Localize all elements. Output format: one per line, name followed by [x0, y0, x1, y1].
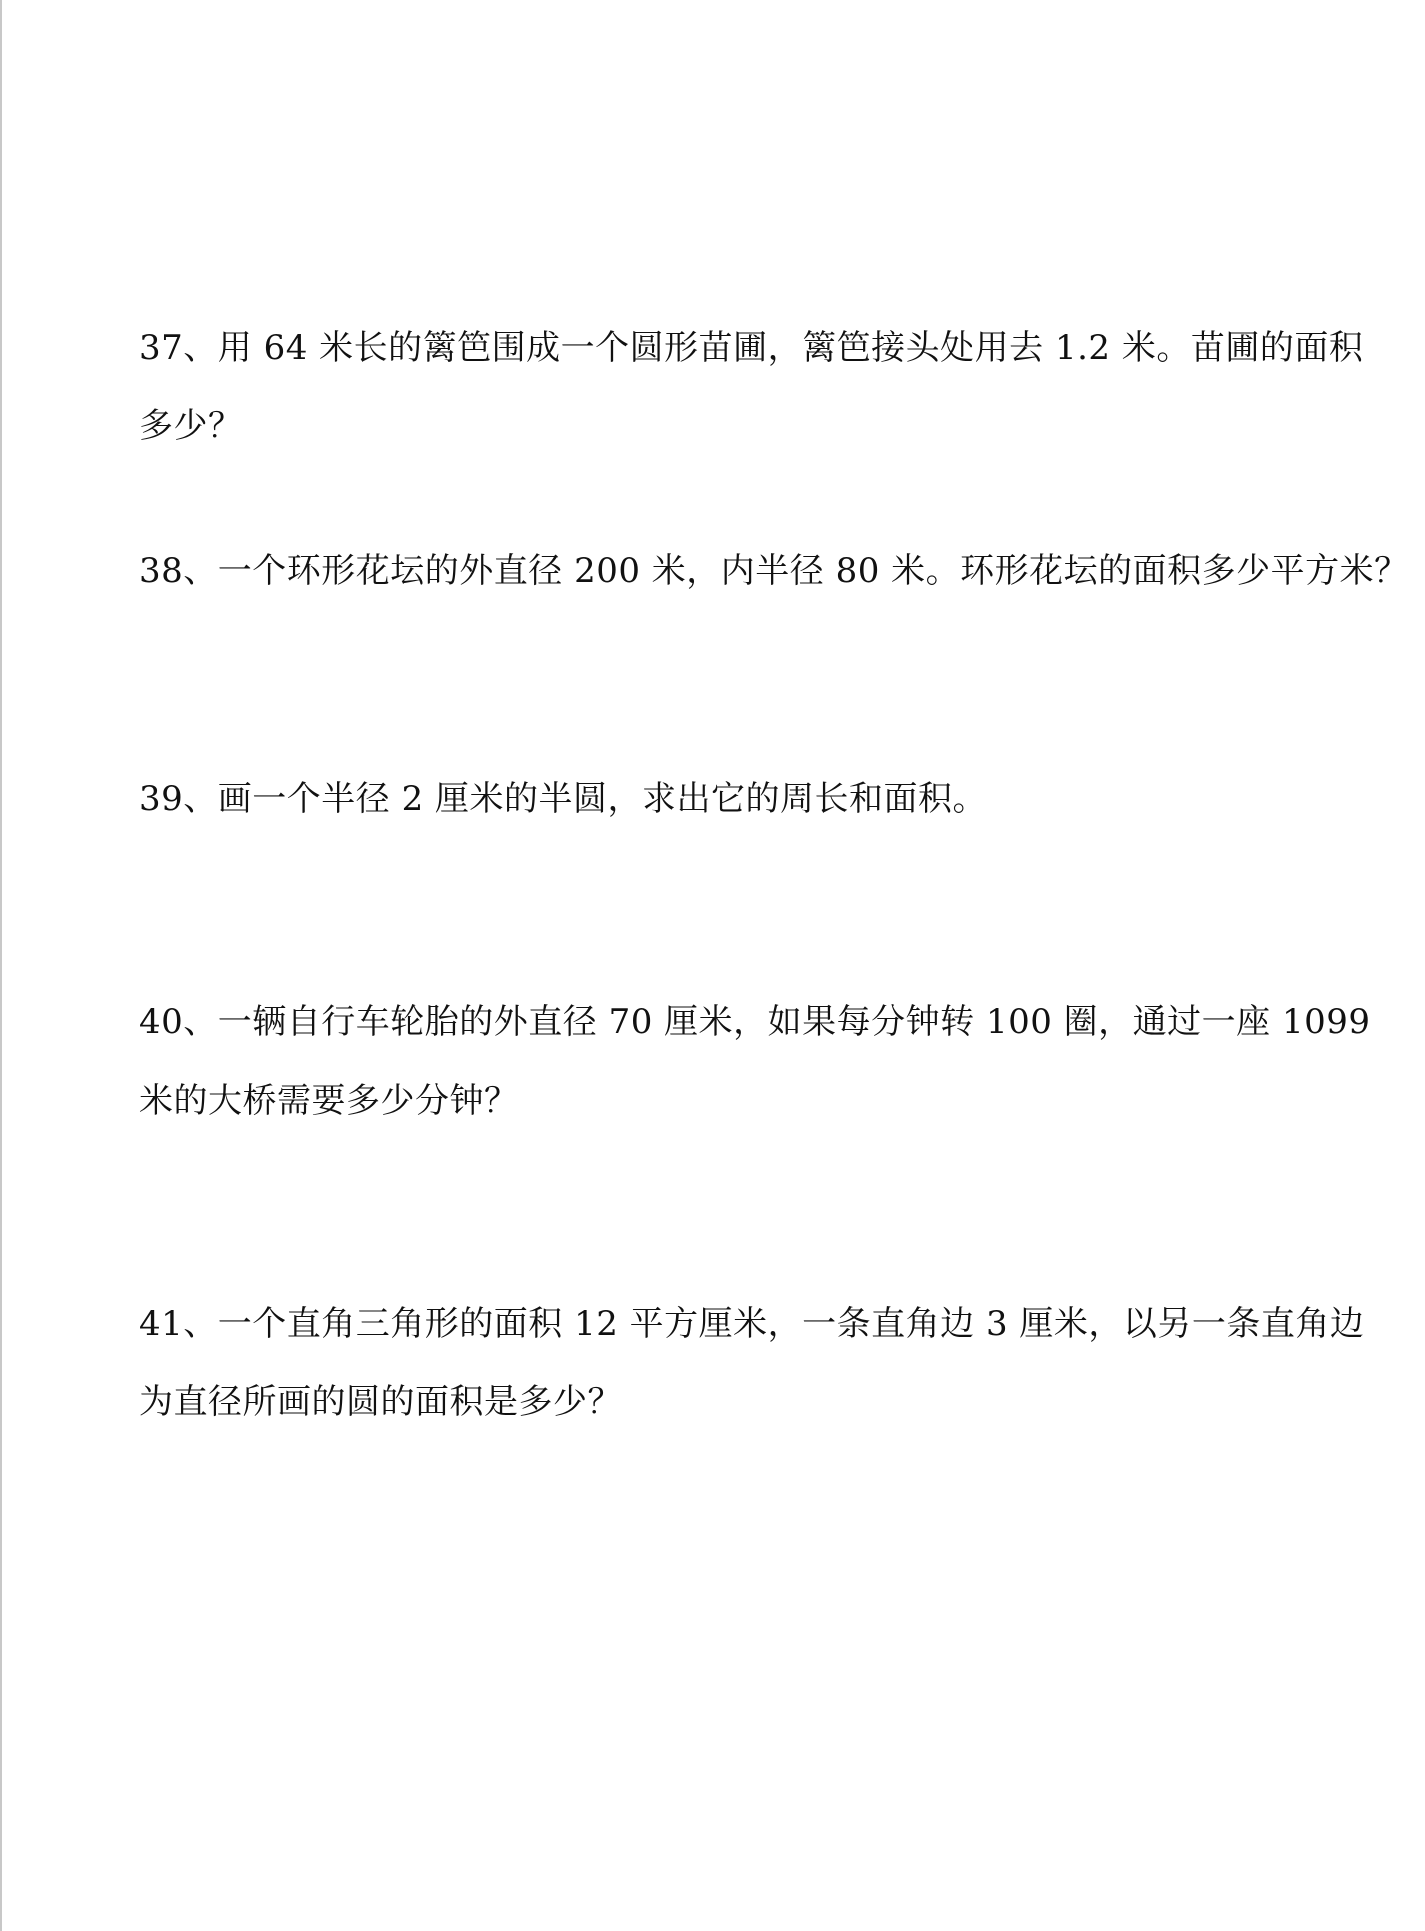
question-41-line-2: 为直径所画的圆的面积是多少？: [139, 1382, 622, 1422]
question-39-line-1: 39、画一个半径 2 厘米的半圆，求出它的周长和面积。: [139, 779, 988, 819]
question-41-line-1: 41、一个直角三角形的面积 12 平方厘米，一条直角边 3 厘米，以另一条直角边: [139, 1304, 1365, 1344]
question-40-line-2: 米的大桥需要多少分钟？: [139, 1081, 519, 1121]
question-40-line-1: 40、一辆自行车轮胎的外直径 70 厘米，如果每分钟转 100 圈，通过一座 1099: [139, 1002, 1371, 1042]
question-37-line-1: 37、用 64 米长的篱笆围成一个圆形苗圃，篱笆接头处用去 1.2 米。苗圃的面积: [139, 328, 1364, 368]
question-38-line-1: 38、一个环形花坛的外直径 200 米，内半径 80 米。环形花坛的面积多少平方米？: [139, 551, 1409, 591]
question-37-line-2: 多少？: [139, 406, 243, 446]
